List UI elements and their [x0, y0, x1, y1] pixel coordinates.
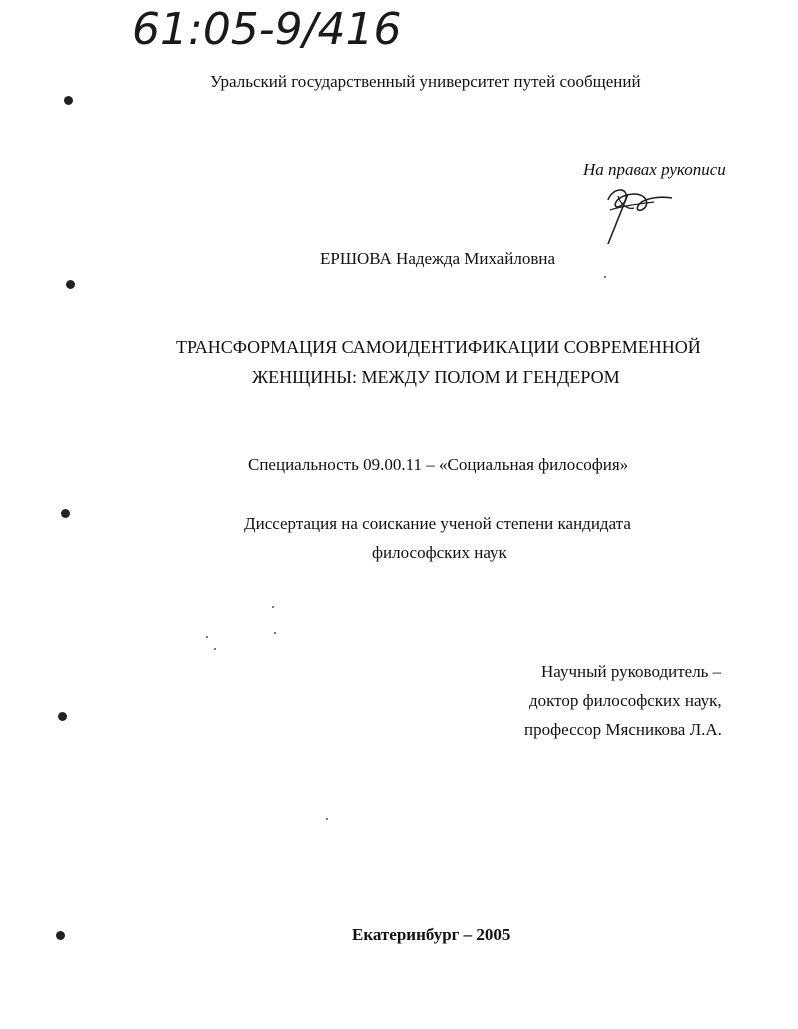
speciality: Специальность 09.00.11 – «Социальная философия»: [248, 455, 629, 474]
scan-speck: [604, 276, 606, 278]
manuscript-rights-label: На правах рукописи: [583, 160, 726, 179]
dissertation-title-line-1: ТРАНСФОРМАЦИЯ САМОИДЕНТИФИКАЦИИ СОВРЕМЕННОЙ: [176, 337, 701, 357]
scan-speck: [206, 636, 208, 638]
binding-hole-mark: [61, 509, 70, 518]
binding-hole-mark: [64, 96, 73, 105]
city-year: Екатеринбург – 2005: [352, 925, 511, 944]
scan-speck: [326, 818, 328, 820]
binding-hole-mark: [66, 280, 75, 289]
university-name: Уральский государственный университет путей сообщений: [210, 72, 641, 91]
signature-icon: [598, 180, 678, 248]
degree-line-1: Диссертация на соискание ученой степени кандидата: [244, 514, 631, 533]
scan-speck: [274, 632, 276, 634]
degree-line-2: философских наук: [372, 543, 507, 562]
scan-speck: [272, 606, 274, 608]
archive-code-text: 61:05-9/416: [132, 4, 402, 55]
advisor-line-1: Научный руководитель –: [541, 662, 722, 681]
binding-hole-mark: [56, 931, 65, 940]
dissertation-title-line-2: ЖЕНЩИНЫ: МЕЖДУ ПОЛОМ И ГЕНДЕРОМ: [252, 367, 620, 387]
handwritten-archive-code: [128, 0, 488, 58]
advisor-line-3: профессор Мясникова Л.А.: [524, 720, 722, 739]
binding-hole-mark: [58, 712, 67, 721]
scan-speck: [214, 648, 216, 650]
advisor-line-2: доктор философских наук,: [529, 691, 722, 710]
author-name: ЕРШОВА Надежда Михайловна: [320, 249, 556, 268]
